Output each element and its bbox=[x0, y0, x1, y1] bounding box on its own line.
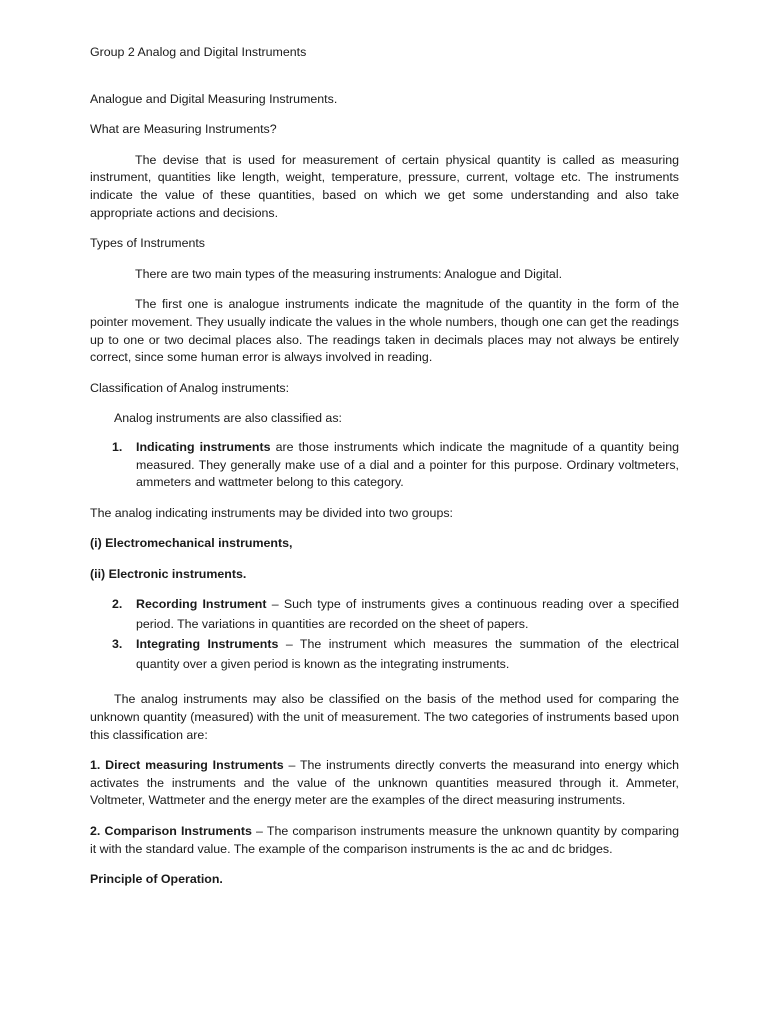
classification-list-2 bbox=[90, 594, 679, 674]
list-item bbox=[90, 439, 679, 492]
classification-heading: Classification of Analog instruments: bbox=[90, 380, 290, 395]
types-summary: There are two main types of the measuring instruments: Analogue and Digital. bbox=[135, 266, 563, 281]
direct-measuring-paragraph bbox=[90, 757, 679, 810]
direct-measuring-text: – The instruments directly converts the measurand into energy which activates the instruments and the value of the unknown quantities measured through it. Ammeter, Voltmeter, Wattmeter and the energy meter are the examples of the direct measuring instruments. bbox=[90, 758, 680, 808]
subtitle: Analogue and Digital Measuring Instruments. bbox=[90, 91, 338, 106]
list-item-number: 1. bbox=[112, 439, 123, 454]
method-intro: The analog instruments may also be classified on the basis of the method used for comparing the unknown quantity (measured) with the unit of measurement. The two categories of instruments based upon this classification are: bbox=[90, 692, 679, 742]
analogue-description: The first one is analogue instruments indicate the magnitude of the quantity in the form of the pointer movement. They usually indicate the values in the whole numbers, though one can get the readings up to one or two decimal places also. The readings taken in decimals places may not always be entirely correct, since some human error is always involved in reading. bbox=[90, 297, 679, 365]
list-item-number: 2. bbox=[112, 597, 123, 612]
direct-measuring-term: 1. Direct measuring Instruments bbox=[90, 758, 284, 773]
document-title: Group 2 Analog and Digital Instruments bbox=[90, 45, 307, 59]
group-electronic: (ii) Electronic instruments. bbox=[90, 566, 247, 581]
list-item-text: – Such type of instruments gives a continuous reading over a specified period. The variations in quantities are recorded on the sheet of papers. bbox=[136, 597, 679, 632]
comparison-term: 2. Comparison Instruments bbox=[90, 824, 252, 839]
definition-paragraph: The devise that is used for measurement of certain physical quantity is called as measuring instrument, quantities like length, weight, temperature, pressure, current, voltage etc. The instruments indicate the value of these quantities, based on which we get some understanding and also take appropriate actions and decisions. bbox=[90, 152, 679, 220]
groups-intro: The analog indicating instruments may be divided into two groups: bbox=[90, 505, 453, 520]
list-item bbox=[90, 634, 679, 674]
list-item-text: – The instrument which measures the summation of the electrical quantity over a given period is known as the integrating instruments. bbox=[136, 637, 680, 672]
list-item-term: Indicating instruments bbox=[136, 439, 271, 454]
list-item-term: Integrating Instruments bbox=[136, 637, 279, 652]
classification-list-1 bbox=[90, 439, 679, 492]
group-electromechanical: (i) Electromechanical instruments, bbox=[90, 536, 293, 551]
question-heading: What are Measuring Instruments? bbox=[90, 122, 277, 137]
principle-heading: Principle of Operation. bbox=[90, 872, 223, 887]
list-item-term: Recording Instrument bbox=[136, 597, 267, 612]
list-item-text: are those instruments which indicate the magnitude of a quantity being measured. They generally make use of a dial and a pointer for this purpose. Ordinary voltmeters, ammeters and wattmeter belong to this category. bbox=[136, 439, 679, 490]
comparison-text: – The comparison instruments measure the unknown quantity by comparing it with the standard value. The example of the comparison instruments is the ac and dc bridges. bbox=[90, 824, 679, 856]
comparison-paragraph bbox=[90, 823, 679, 858]
types-heading: Types of Instruments bbox=[90, 236, 206, 251]
list-item bbox=[90, 594, 679, 634]
list-item-number: 3. bbox=[112, 637, 123, 652]
classification-lead: Analog instruments are also classified as: bbox=[114, 411, 342, 426]
